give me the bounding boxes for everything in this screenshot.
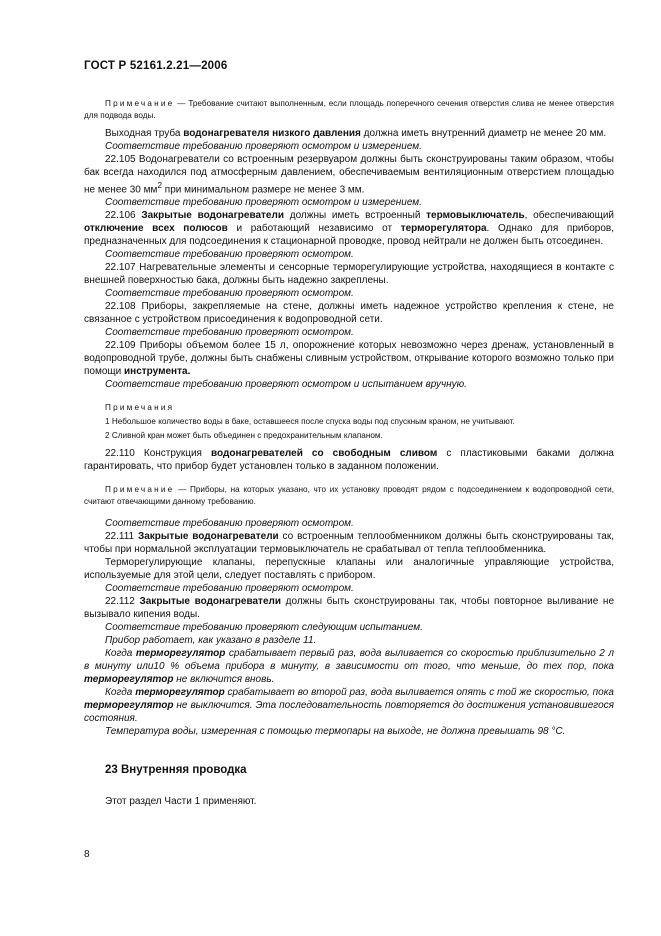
clause-22-107: 22.107 Нагревательные элементы и сенсорные терморегулирующие устройства, находящиеся в контакте с внешней поверхностью бака, должны быть надежно закреплены.	[84, 262, 614, 287]
text-run: 22.111	[105, 531, 138, 543]
notes-label	[84, 402, 614, 414]
text-run: Когда	[105, 687, 136, 699]
term-bold: водонагревателей со свободным сливом	[211, 448, 438, 460]
compliance-line: Соответствие требованию проверяют осмотром.	[105, 249, 354, 261]
clause-22-110	[84, 447, 614, 473]
note-label: Примечание	[105, 99, 175, 108]
text-run: , обеспечивающий	[524, 210, 614, 222]
text-run: с пластиковыми баками должна гарантировать, что прибор будет установлен только в заданном положении.	[84, 448, 614, 473]
term-bold: терморегулятор	[84, 674, 174, 686]
text-run: должны быть сконструированы так, чтобы повторное выливание не вызывало кипения воды.	[84, 596, 615, 621]
text-run: и работающий независимо от	[227, 223, 401, 235]
text-run: при минимальном размере не менее 3 мм.	[162, 184, 365, 196]
note-item: 1 Небольшое количество воды в баке, оставшееся после спуска воды под спускным краном, не учитывают.	[105, 417, 515, 427]
text-run: 22.109 Приборы объемом более 15 л, опорожнение которых невозможно через дренаж, установленный в водопроводной трубе, должны быть снабжены сливным устройством, открывание которого возможно только при помощи	[84, 340, 614, 378]
test-step	[84, 686, 614, 725]
text-run: 22.110 Конструкция	[105, 448, 211, 460]
term-bold: Закрытые водонагреватели	[141, 210, 284, 222]
text-run: должна иметь внутренний диаметр не менее 20 мм.	[360, 128, 607, 139]
clause-22-106	[84, 209, 614, 248]
text-run: 22.105 Водонагреватели со встроенным резервуаром должны быть сконструированы таким образом, чтобы бак всегда находился под атмосферным давлением, обеспечиваемым вентиляционным отверстием площадью не менее 30 мм	[84, 154, 614, 196]
superscript: 2	[157, 180, 163, 190]
text-run: должны иметь встроенный	[284, 210, 427, 222]
text-run: не включится вновь.	[173, 674, 275, 686]
text-run: срабатывает во второй раз, вода выливается опять с той же скоростью, пока	[224, 687, 614, 699]
clause-22-111-cont: Терморегулирующие клапаны, перепускные клапаны или аналогичные управляющие устройства, используемые для этой цели, следует поставлять с прибором.	[84, 557, 614, 582]
term-bold: отключение всех полюсов	[84, 223, 228, 235]
test-step: Прибор работает, как указано в разделе 11.	[105, 635, 317, 647]
term-bold: Закрытые водонагреватели	[139, 596, 282, 608]
document-header: ГОСТ Р 52161.2.21—2006	[84, 60, 228, 72]
clause-22-109	[84, 339, 614, 378]
text-run: 22.112	[105, 596, 140, 608]
text-run: Выходная труба	[105, 128, 184, 139]
text-run: Когда	[105, 648, 136, 660]
compliance-line: Соответствие требованию проверяют следующим испытанием.	[105, 622, 423, 634]
clause-22-108: 22.108 Приборы, закрепляемые на стене, должны иметь надежное устройство крепления к стене, не связанное с устройством присоединения к водопроводной сети.	[84, 301, 614, 326]
text-run: со встроенным теплообменником должны быть сконструированы так, чтобы при нормальной эксплуатации термовыключатель не срабатывал от тепла теплообменника.	[84, 531, 614, 556]
note-item: 2 Сливной кран может быть объединен с предохранительным клапаном.	[105, 431, 383, 441]
outlet-pipe-paragraph	[84, 127, 614, 140]
term-bold: терморегулятор	[135, 687, 225, 699]
term-bold: инструмента.	[124, 366, 191, 378]
clause-22-111	[84, 530, 614, 556]
term-bold: термовыключатель	[426, 210, 525, 222]
note-paragraph	[84, 98, 614, 122]
notes-heading: Примечания	[105, 403, 175, 413]
compliance-line: Соответствие требованию проверяют осмотром.	[105, 518, 354, 530]
text-run: не выключится. Эта последовательность повторяется до достижения установившегося состояния.	[84, 700, 614, 725]
section-23-text: Этот раздел Части 1 применяют.	[105, 796, 257, 808]
test-step	[84, 647, 614, 686]
compliance-line: Соответствие требованию проверяют осмотром.	[105, 327, 354, 339]
section-23-title: 23 Внутренняя проводка	[105, 764, 247, 777]
note-text: — Требование считают выполненным, если площадь поперечного сечения отверстия слива не менее отверстия для подвода воды.	[84, 99, 614, 120]
test-step: Температура воды, измеренная с помощью термопары на выходе, не должна превышать 98 °С.	[105, 726, 566, 738]
compliance-line: Соответствие требованию проверяют осмотром.	[105, 288, 354, 300]
note-paragraph	[84, 484, 614, 508]
notes-block	[84, 402, 614, 442]
compliance-line: Соответствие требованию проверяют осмотром и измерением.	[105, 197, 422, 209]
clause-22-105	[84, 153, 614, 196]
compliance-line: Соответствие требованию проверяют осмотром и испытанием вручную.	[105, 379, 467, 391]
note-label: Примечание	[105, 485, 175, 495]
page-number: 8	[84, 849, 90, 860]
term-bold: терморегулятора	[400, 223, 487, 235]
term-bold: терморегулятор	[84, 700, 174, 712]
term-bold: Закрытые водонагреватели	[137, 531, 279, 543]
text-run: срабатывает первый раз, вода выливается со скоростью приблизительно 2 л в минуту или10 % объема прибора в минуту, в зависимости от того, что меньше, до тех пор, пока	[84, 648, 614, 673]
compliance-line: Соответствие требованию проверяют осмотром.	[105, 583, 354, 595]
clause-22-112	[84, 595, 614, 621]
compliance-line: Соответствие требованию проверяют осмотром и измерением.	[105, 141, 422, 152]
text-run: 22.106	[105, 210, 142, 222]
term-bold: терморегулятор	[135, 648, 226, 660]
text-run: . Однако для приборов, предназначенных для подсоединения к стационарной проводке, провод нейтрали не должен быть отсоединен.	[84, 223, 615, 248]
page-body	[84, 96, 614, 808]
term-bold: водонагревателя низкого давления	[183, 128, 361, 139]
note-text: — Приборы, на которых указано, что их установку проводят рядом с подсоединением к водопроводной сети, считают отвечающими данному требованию.	[84, 485, 614, 507]
